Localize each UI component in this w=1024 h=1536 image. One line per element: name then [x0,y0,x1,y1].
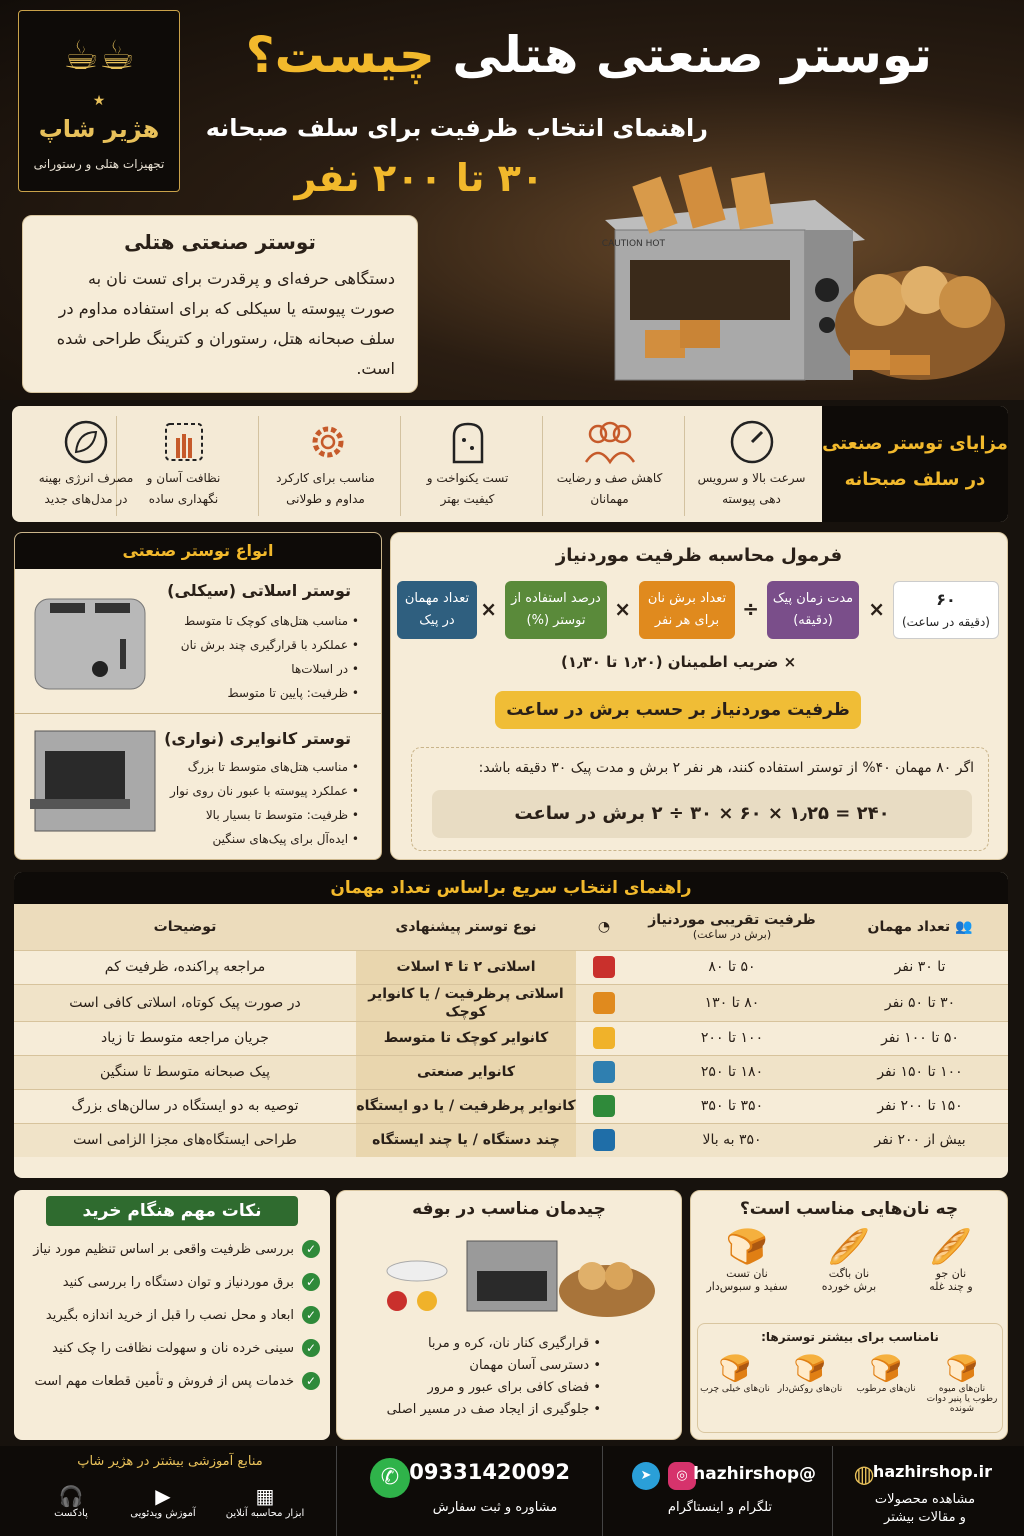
tip-text: سینی خرده نان و سهولت نظافت را چک کنید [52,1340,294,1356]
conveyor-toaster-points [170,755,359,851]
divider [336,1446,337,1536]
divider [832,1446,833,1536]
list-item: • جلوگیری از ایجاد صف در مسیر اصلی [386,1402,601,1417]
resource-label: پادکست [54,1508,88,1519]
guide-table [14,904,1008,1157]
advantage-line1: کاهش صف و رضایت [556,471,663,485]
bread-line1: نان تست [726,1267,768,1280]
unsuitable-item [700,1354,770,1394]
unsuitable-label: نان‌های مرطوب [856,1384,916,1394]
table-row [14,1123,1008,1157]
title-main: توستر صنعتی هتلی [452,26,932,84]
bread-line2: سفید و سبوس‌دار [706,1280,788,1293]
check-icon: ✓ [302,1240,320,1258]
list-item: • عملکرد با قرارگیری چند برش نان [181,633,359,657]
slot-toaster-points [181,609,359,705]
tip-text: خدمات پس از فروش و تأمین قطعات مهم است [34,1373,294,1389]
bread-item [903,1227,999,1293]
formula-example [411,747,989,851]
example-calculation: ۲۴۰ = ۱٫۲۵ × ۶۰ × ۳۰ ÷ ۲ برش در ساعت [432,790,972,838]
list-item: • فضای کافی برای عبور و مرور [427,1380,601,1395]
instagram-icon[interactable]: ◎ [668,1462,696,1490]
cell-notes: مراجعه پراکنده، ظرفیت کم [14,950,356,984]
tips-title: نکات مهم هنگام خرید [46,1196,298,1226]
site-label-1: مشاهده محصولات [874,1492,976,1507]
list-item: • ظرفیت: متوسط تا بسیار بالا [170,803,359,827]
headphones-icon: 🎧 [58,1484,84,1508]
intro-card [22,215,418,393]
box-line1: ۶۰ [936,590,956,609]
list-item: • قرارگیری کنار نان، کره و مربا [427,1336,601,1351]
title-highlight: چیست؟ [245,26,435,84]
example-text: اگر ۸۰ مهمان ۴۰% از توستر استفاده کنند، هر نفر ۲ برش و مدت پیک ۳۰ دقیقه باشد: [478,760,974,776]
brand-subtitle: تجهیزات هتلی و رستورانی [33,157,165,171]
header-label: تعداد مهمان [867,918,951,935]
advantage-line2: نگهداری ساده [148,492,219,506]
advantage-line2: کیفیت بهتر [440,492,495,506]
buffet-points [387,1333,601,1421]
box-line1: تعداد مهمان [404,591,470,606]
bread-roll-icon: 🍞 [718,1354,752,1384]
cell-guests: ۱۰۰ تا ۱۵۰ نفر [832,1055,1008,1089]
list-item: • دسترسی آسان مهمان [469,1358,601,1373]
list-item: • در اسلات‌ها [181,657,359,681]
cell-guests: بیش از ۲۰۰ نفر [832,1123,1008,1157]
social-handle[interactable]: @hazhirshop [693,1464,816,1484]
row-icon [576,1123,632,1157]
tip-text: بررسی ظرفیت واقعی بر اساس تنظیم مورد نیاز [33,1241,294,1257]
list-item-text: فضای کافی برای عبور و مرور [427,1380,590,1395]
list-item: • ایده‌آل برای پیک‌های سنگین [170,827,359,851]
cell-guests: تا ۳۰ نفر [832,950,1008,984]
op: × [480,597,497,621]
gear-icon [259,416,392,468]
tip-text: برق موردنیاز و توان دستگاه را بررسی کنید [62,1274,294,1290]
bread-roll-icon: 🍞 [793,1354,827,1384]
bread-item [699,1227,795,1293]
cell-notes: توصیه به دو ایستگاه در سالن‌های بزرگ [14,1089,356,1123]
box-line2: برای هر نفر [654,613,720,628]
advantage-line1: سرعت بالا و سرویس [697,471,806,485]
unsuitable-label: نان‌های خیلی چرب [700,1384,770,1394]
cell-guests: ۵۰ تا ۱۰۰ نفر [832,1021,1008,1055]
formula-title: فرمول محاسبه ظرفیت موردنیاز [555,545,843,566]
advantage-item [258,416,392,516]
toast-bread-icon: 🍞 [725,1227,769,1267]
unsuitable-title: نامناسب برای بیشتر توسترها: [761,1330,939,1344]
header-label: توضیحات [153,918,217,935]
box-line1: تعداد برش نان [647,591,727,606]
cell-capacity: ۳۵۰ به بالا [632,1123,832,1157]
formula-box-peak [767,581,859,639]
check-icon: ✓ [302,1339,320,1357]
header-sublabel: (برش در ساعت) [692,928,772,942]
advantage-line1: مناسب برای کارکرد [276,471,375,485]
speed-icon [685,416,818,468]
bread-line1: نان باگت [828,1267,870,1280]
cell-guests: ۳۰ تا ۵۰ نفر [832,984,1008,1021]
bread-title: چه نان‌هایی مناسب است؟ [739,1199,959,1219]
video-icon: ▶ [155,1484,171,1508]
bread-basket-image [830,230,1010,390]
people-icon [543,416,676,468]
advantage-line1: تست یکنواخت و [426,471,509,485]
unsuitable-item [850,1354,922,1394]
list-item: • مناسب هتل‌های کوچک تا متوسط [181,609,359,633]
cell-notes: طراحی ایستگاه‌های مجزا الزامی است [14,1123,356,1157]
check-icon: ✓ [302,1372,320,1390]
formula-result: ظرفیت موردنیاز بر حسب برش در ساعت [495,691,861,729]
resource-label: آموزش ویدئویی [130,1508,196,1519]
globe-icon: ◍ [853,1460,875,1488]
unsuitable-label: نان‌های میوه رطوب یا پنیر دوات شونده [926,1384,998,1414]
types-title: انواع توستر صنعتی [15,533,381,569]
cell-notes: پیک صبحانه متوسط تا سنگین [14,1055,356,1089]
table-row [14,1021,1008,1055]
header-label: ظرفیت تقریبی موردنیاز [648,912,816,929]
gauge-icon: ◔ [576,904,632,950]
list-item-text: جلوگیری از ایجاد صف در مسیر اصلی [386,1402,590,1417]
podcast-link[interactable] [26,1484,116,1519]
cell-capacity: ۵۰ تا ۸۰ [632,950,832,984]
advantages-section [12,406,1008,522]
selection-guide [14,872,1008,1178]
buffet-section [336,1190,682,1440]
website-link[interactable]: hazhirshop.ir [872,1462,992,1481]
advantages-title [822,406,1008,522]
telegram-icon[interactable]: ➤ [632,1462,660,1490]
bread-line1: نان جو [935,1267,967,1280]
baguette-icon: 🥖 [827,1227,871,1267]
unsuitable-bread-box [697,1323,1003,1433]
bread-line2: و چند غله [929,1280,973,1293]
table-row [14,1055,1008,1089]
toaster-types-section [14,532,382,860]
advantage-item [684,416,818,516]
box-line2: در پیک [419,613,455,628]
advantage-item [400,416,534,516]
tip-item [52,1339,320,1357]
tips-section [14,1190,330,1440]
guide-title: راهنمای انتخاب سریع براساس تعداد مهمان [14,872,1008,904]
cell-type: چند دستگاه / یا چند ایستگاه [356,1123,576,1157]
box-line2: (دقیقه) [793,613,833,628]
conveyor-toaster-small-image [25,721,165,841]
cell-type: اسلاتی ۲ تا ۴ اسلات [356,950,576,984]
intro-text: دستگاهی حرفه‌ای و پرقدرت برای تست نان به صورت پیوسته یا سیکلی که برای استفاده مداوم در سلف صبحانه هتل، رستوران و کترینگ طراحی شده است. [56,269,395,378]
advantage-line1: مصرف انرژی بهینه [38,471,134,485]
check-icon: ✓ [302,1273,320,1291]
box-line2: توستر (%) [526,613,586,628]
unsuitable-label: نان‌های روکش‌دار [777,1384,843,1394]
resources-title: منابع آموزشی بیشتر در هژیر شاپ [77,1454,263,1469]
guest-range: ۳۰ تا ۲۰۰ نفر [294,156,544,200]
cell-guests: ۱۵۰ تا ۲۰۰ نفر [832,1089,1008,1123]
brand-logo[interactable] [18,10,180,192]
buffet-setup-image [357,1231,667,1321]
cell-capacity: ۳۵۰ تا ۳۵۰ [632,1089,832,1123]
op: × [868,597,885,621]
table-row [14,950,1008,984]
list-item: • ظرفیت: پایین تا متوسط [181,681,359,705]
calculator-icon: ▦ [255,1484,275,1508]
op: ÷ [742,597,759,621]
coffee-cup-icon: ☕☕ [63,33,135,79]
cell-capacity: ۸۰ تا ۱۳۰ [632,984,832,1021]
advantage-line2: دهی پیوسته [722,492,781,506]
cell-type: کانوایر صنعتی [356,1055,576,1089]
bread-roll-icon: 🍞 [945,1354,979,1384]
bread-loaf-icon: 🥖 [929,1227,973,1267]
social-label: تلگرام و اینستاگرام [667,1500,773,1515]
tip-item [34,1372,320,1390]
cell-notes: جریان مراجعه متوسط تا زیاد [14,1021,356,1055]
whatsapp-icon[interactable]: ✆ [370,1458,410,1498]
box-line2: (دقیقه در ساعت) [902,615,990,629]
list-item-text: قرارگیری کنار نان، کره و مربا [427,1336,590,1351]
conveyor-toaster-name: توستر کانوایری (نواری) [164,729,351,748]
phone-number[interactable]: 09331420092 [409,1460,570,1484]
formula-box-percent [505,581,607,639]
bread-item [801,1227,897,1293]
list-item: • عملکرد پیوسته با عبور نان روی نوار [170,779,359,803]
safety-factor: × ضریب اطمینان (۱٫۲۰ تا ۱٫۳۰) [561,653,797,671]
box-line1: مدت زمان پیک [772,591,854,606]
slot-toaster-name: توستر اسلاتی (سیکلی) [167,581,351,600]
formula-section [390,532,1008,860]
formula-box-slices [639,581,735,639]
tip-item [63,1273,320,1291]
header-capacity [632,904,832,950]
header-guests [832,904,1008,950]
resource-label: ابزار محاسبه آنلاین [225,1508,305,1519]
cell-type: کانوایر کوچک تا متوسط [356,1021,576,1055]
bread-line2: برش خورده [821,1280,877,1293]
cell-notes: در صورت پیک کوتاه، اسلاتی کافی است [14,984,356,1021]
advantages-title-line1: مزایای توستر صنعتی [822,433,1008,454]
row-icon [576,1021,632,1055]
advantage-line2: در مدل‌های جدید [44,492,128,506]
star-icon: ★ [92,93,106,109]
phone-label: مشاوره و ثبت سفارش [432,1500,558,1515]
page-subtitle: راهنمای انتخاب ظرفیت برای سلف صبحانه [205,114,708,142]
advantage-item [542,416,676,516]
header-notes [14,904,356,950]
video-link[interactable] [118,1484,208,1519]
calculator-link[interactable] [220,1484,310,1519]
caution-label: CAUTION HOT [601,239,665,249]
footer [0,1446,1024,1536]
box-line1: درصد استفاده از [511,591,601,606]
advantages-title-line2: در سلف صبحانه [844,469,986,490]
op: × [614,597,631,621]
row-icon [576,1055,632,1089]
unsuitable-item [774,1354,846,1394]
formula-box-guests [397,581,477,639]
list-item: • مناسب هتل‌های متوسط تا بزرگ [170,755,359,779]
page-title [246,26,932,84]
site-label-2: و مقالات بیشتر [884,1510,966,1525]
formula-box-minutes [893,581,999,639]
tip-item [46,1306,320,1324]
bread-roll-icon: 🍞 [869,1354,903,1384]
list-item-text: دسترسی آسان مهمان [469,1358,590,1373]
buffet-title: چیدمان مناسب در بوفه [412,1199,606,1219]
table-row [14,984,1008,1021]
people-icon: 👥 [955,918,973,935]
table-row [14,1089,1008,1123]
row-icon [576,950,632,984]
advantage-item [24,416,148,516]
advantage-line1: نظافت آسان و [146,471,221,485]
cell-capacity: ۱۸۰ تا ۲۵۰ [632,1055,832,1089]
cell-type: کانوایر پرظرفیت / یا دو ایستگاه [356,1089,576,1123]
row-icon [576,1089,632,1123]
tip-text: ابعاد و محل نصب را قبل از خرید اندازه بگیرید [45,1307,294,1323]
divider [602,1446,603,1536]
advantage-line2: مهمانان [590,492,629,506]
leaf-icon [24,416,148,468]
intro-title: توستر صنعتی هتلی [124,230,316,254]
row-icon [576,984,632,1021]
advantage-line2: مداوم و طولانی [286,492,365,506]
cell-type: اسلاتی پرظرفیت / یا کانوایر کوچک [356,984,576,1021]
tip-item [33,1240,320,1258]
brand-name: هژیر شاپ [38,115,160,143]
cell-capacity: ۱۰۰ تا ۲۰۰ [632,1021,832,1055]
check-icon: ✓ [302,1306,320,1324]
header-type: نوع توستر پیشنهادی [356,904,576,950]
toast-icon [401,416,534,468]
slot-toaster-image [25,579,155,699]
unsuitable-item [926,1354,998,1414]
bread-section [690,1190,1008,1440]
